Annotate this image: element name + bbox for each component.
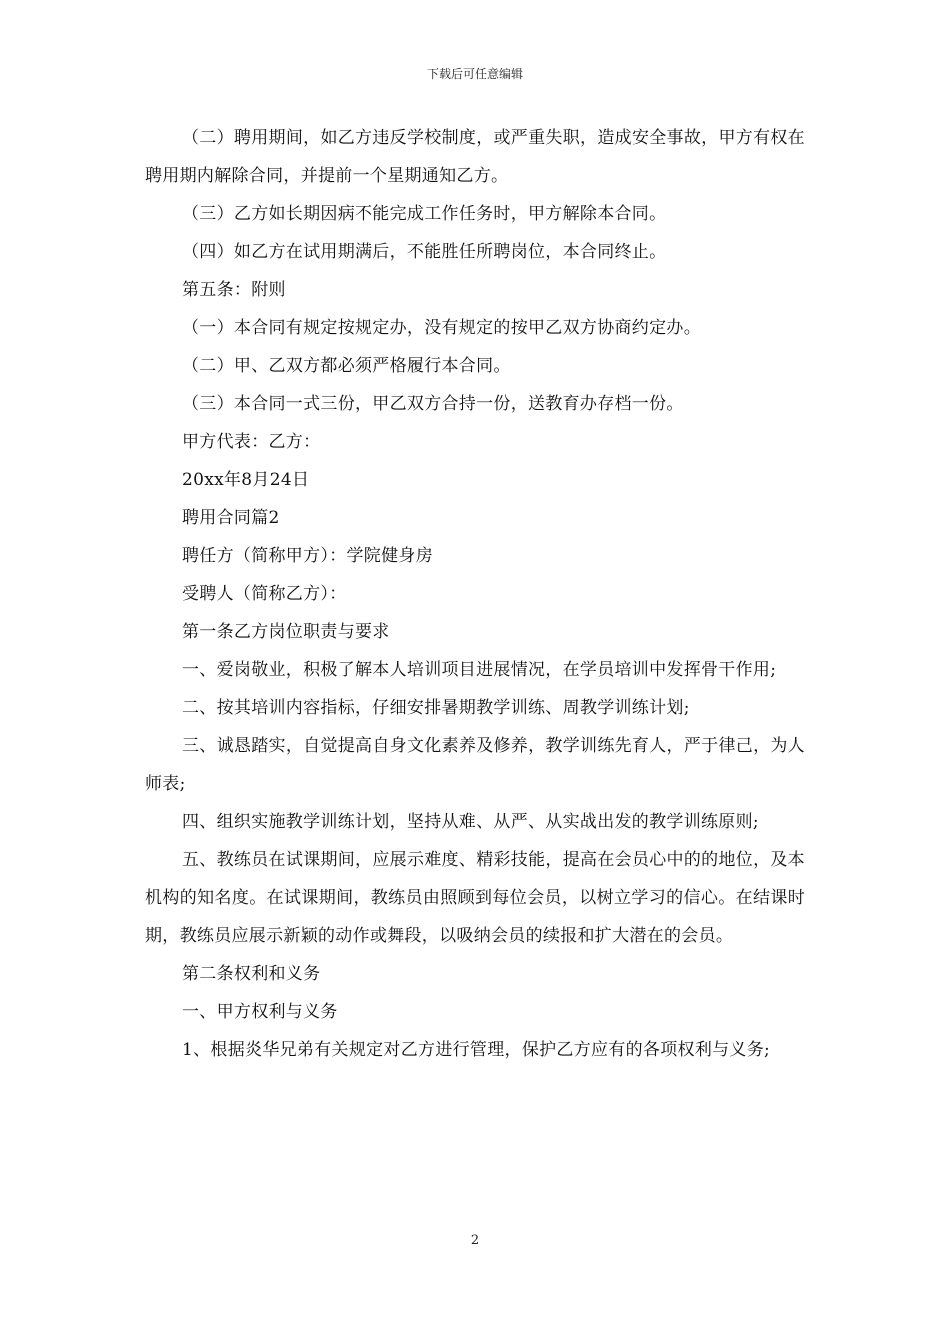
paragraph: （二）聘用期间，如乙方违反学校制度，或严重失职，造成安全事故，甲方有权在聘用期内解除合同，并提前一个星期通知乙方。 [145, 128, 805, 186]
subsection-heading: 一、甲方权利与义务 [182, 1002, 338, 1022]
paragraph: 五、教练员在试课期间，应展示难度、精彩技能，提高在会员心中的的地位，及本机构的知名度。在试课期间，教练员由照顾到每位会员，以树立学习的信心。在结课时期，教练员应展示新颖的动作或舞段，以吸纳会员的续报和扩大潜在的会员。 [145, 850, 805, 946]
paragraph: （四）如乙方在试用期满后，不能胜任所聘岗位，本合同终止。 [182, 242, 667, 262]
paragraph: 1、根据炎华兄弟有关规定对乙方进行管理，保护乙方应有的各项权利与义务; [182, 1040, 771, 1060]
section-heading: 第二条权利和义务 [182, 964, 321, 984]
document-body [145, 119, 805, 1069]
date-line: 20xx年8月24日 [182, 470, 310, 490]
paragraph: 四、组织实施教学训练计划，坚持从难、从严、从实战出发的教学训练原则; [182, 812, 759, 832]
paragraph: （二）甲、乙双方都必须严格履行本合同。 [182, 356, 511, 376]
section-heading: 第一条乙方岗位职责与要求 [182, 622, 390, 642]
paragraph: 二、按其培训内容指标，仔细安排暑期教学训练、周教学训练计划; [182, 698, 690, 718]
paragraph: （三）乙方如长期因病不能完成工作任务时，甲方解除本合同。 [182, 204, 667, 224]
paragraph: （三）本合同一式三份，甲乙双方合持一份，送教育办存档一份。 [182, 394, 684, 414]
paragraph: （一）本合同有规定按规定办，没有规定的按甲乙双方协商约定办。 [182, 318, 701, 338]
party-b-line: 受聘人（简称乙方）： [182, 584, 347, 604]
paragraph: 三、诚恳踏实，自觉提高自身文化素养及修养，教学训练先育人，严于律己，为人师表; [145, 736, 805, 794]
page-header: 下载后可任意编辑 [426, 67, 523, 81]
contract-title: 聘用合同篇2 [182, 508, 280, 528]
page-number: 2 [470, 1233, 480, 1248]
party-a-line: 聘任方（简称甲方）：学院健身房 [182, 546, 433, 566]
signature-line: 甲方代表：乙方： [182, 432, 321, 452]
paragraph: 一、爱岗敬业，积极了解本人培训项目进展情况，在学员培训中发挥骨干作用; [182, 660, 777, 680]
section-heading: 第五条：附则 [182, 280, 286, 300]
